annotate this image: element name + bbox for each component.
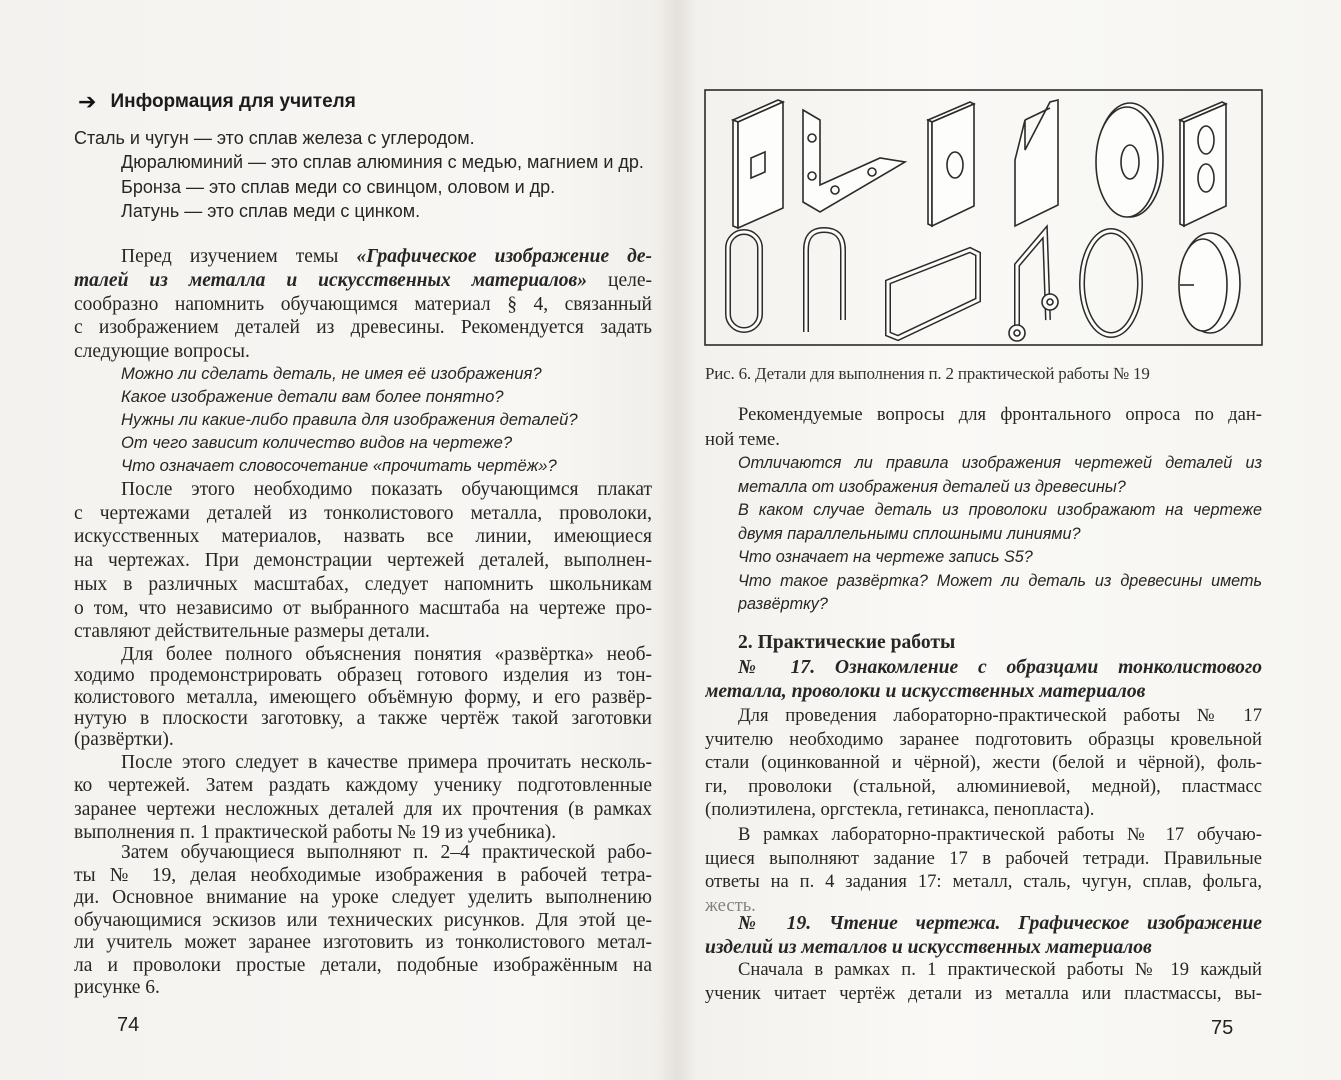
- emphasized-title: «Графическое изображение де-: [356, 246, 652, 267]
- text-run: (полиэтилена, оргстекла, гетинакса, пенопласта).: [705, 799, 1095, 821]
- text-run: ди. Основное внимание на уроке следует уделить выполнению: [74, 887, 652, 908]
- text-run: № 19. Чтение чертежа. Графическое изображение: [738, 913, 1262, 934]
- text-run: жесть.: [705, 894, 756, 916]
- text-run: Латунь — это сплав меди с цинком.: [121, 200, 421, 221]
- text-line: [74, 573, 652, 597]
- wire-hook-loops-icon: [1009, 232, 1058, 341]
- question-line: [121, 385, 652, 409]
- figure-caption: Рис. 6. Детали для выполнения п. 2 практической работы № 19: [705, 364, 1150, 383]
- question-line: [738, 592, 1262, 616]
- text-run: Сначала в рамках п. 1 практической работы № 19 каждый: [738, 959, 1262, 980]
- text-run: следующие вопросы.: [74, 341, 250, 363]
- wire-rectangular-frame-icon: [888, 250, 978, 338]
- text-line: [74, 525, 652, 549]
- text-line: [74, 909, 652, 933]
- text-run: ходимо продемонстрировать образец готового изделия из тон-: [74, 665, 652, 687]
- text-run: рисунке 6.: [74, 977, 160, 998]
- question-line: [738, 545, 1262, 569]
- text-line: [74, 269, 652, 293]
- wire-u-shape-icon: [806, 230, 843, 332]
- text-line: [705, 428, 1262, 452]
- text-line: [705, 728, 1262, 752]
- text-run: Отличаются ли правила изображения чертежей деталей из: [738, 454, 1262, 472]
- text-line: [74, 597, 652, 621]
- question-line: [738, 498, 1262, 522]
- text-line: [74, 864, 652, 888]
- text-run: целе-: [587, 269, 652, 291]
- text-run: ставляют действительные размеры детали.: [74, 621, 430, 643]
- question-line: [121, 408, 652, 432]
- band-ring-icon: [1179, 233, 1240, 333]
- page-number-right: 75: [1211, 1017, 1234, 1039]
- text-line: [738, 958, 1262, 982]
- text-run: № 17. Ознакомление с образцами тонколистового: [738, 657, 1262, 678]
- question-line: [121, 454, 652, 478]
- plate-square-hole-icon: [733, 100, 783, 228]
- text-run: учителю необходимо заранее подготовить образцы кровельной: [705, 728, 1262, 750]
- text-run: В каком случае деталь из проволоки изображают на чертеже: [738, 501, 1262, 519]
- plate-two-holes-icon: [1180, 102, 1226, 226]
- text-run: сообразно напомнить обучающимся материал § 4, связанный: [74, 293, 652, 315]
- heading-line: [738, 912, 1262, 936]
- text-run: нутую в плоскости заготовку, а также чертёж такой заготовки: [74, 707, 652, 729]
- text-line: [74, 728, 652, 752]
- text-run: Рекомендуемые вопросы для фронтального опроса по дан-: [738, 404, 1262, 425]
- text-line: [74, 293, 652, 317]
- text-run: Бронза — это сплав меди со свинцом, оловом и др.: [121, 176, 556, 197]
- text-line: [705, 751, 1262, 775]
- text-run: изделий из металлов и искусственных материалов: [705, 936, 1152, 958]
- text-line: [74, 549, 652, 573]
- text-line: [738, 704, 1262, 728]
- text-line: [74, 954, 652, 978]
- text-line: [705, 775, 1262, 799]
- text-run: заранее чертежи несложных деталей для их прочтения (в рамках: [74, 798, 652, 820]
- text-run: ответы на п. 4 задания 17: металл, сталь, чугун, сплав, фольга,: [705, 871, 1262, 892]
- text-run: с чертежами деталей из тонколистового металла, проволоки,: [74, 502, 652, 524]
- text-run: развёртку?: [738, 595, 828, 613]
- text-line: [705, 982, 1262, 1006]
- text-line: [121, 175, 652, 199]
- text-line: [738, 823, 1262, 847]
- text-run: Что такое развёртка? Может ли деталь из древесины иметь: [738, 571, 1262, 590]
- text-run: Затем обучающиеся выполняют п. 2–4 практической рабо-: [121, 842, 652, 863]
- text-run: колистового металла, имеющего объёмную форму, и его развёр-: [74, 686, 652, 708]
- text-line: [74, 774, 652, 798]
- text-line: [705, 847, 1262, 871]
- text-run: После этого необходимо показать обучающимся плакат: [121, 479, 652, 500]
- text-line: [74, 316, 652, 340]
- heading-line: [705, 680, 1262, 704]
- section-header: [78, 89, 356, 115]
- figure-6-parts-drawing: [700, 84, 1270, 350]
- heading-line: [738, 656, 1262, 680]
- text-run: ных в различных масштабах, следует напомнить школьникам: [74, 573, 652, 595]
- text-run: ученик читает чертёж детали из металла или пластмассы, вы-: [705, 983, 1262, 1004]
- text-run: искусственных материалов, назвать все линии, имеющиеся: [74, 526, 652, 548]
- text-line: [74, 502, 652, 526]
- text-run: В рамках лабораторно-практической работы № 17 обучаю-: [738, 824, 1262, 845]
- text-run: ла и проволоки простые детали, подобные изображённым на: [74, 954, 652, 976]
- text-run: Какое изображение детали вам более понятно?: [121, 387, 504, 406]
- text-run: щиеся выполняют задание 17 в рабочей тетради. Правильные: [705, 847, 1262, 869]
- text-run: металла, проволоки и искусственных материалов: [705, 680, 1146, 702]
- text-line: [121, 841, 652, 865]
- stepped-plate-icon: [1015, 100, 1058, 226]
- text-run: Перед изучением темы: [121, 246, 357, 267]
- question-line: [121, 431, 652, 455]
- emphasized-title: талей из металла и искусственных материалов»: [74, 269, 588, 291]
- text-run: на чертежах. При демонстрации чертежей деталей, выполнен-: [74, 550, 652, 572]
- text-line: [121, 478, 652, 502]
- question-line: [738, 451, 1262, 475]
- text-run: металла от изображения деталей из древесины?: [738, 477, 1126, 496]
- text-line: [121, 751, 652, 775]
- text-run: После этого следует в качестве примера прочитать несколь-: [121, 752, 652, 773]
- text-run: ги, проволоки (стальной, алюминиевой, медной), пластмасс: [705, 775, 1262, 797]
- question-line: [738, 522, 1262, 546]
- heading-line: [738, 631, 1262, 655]
- figure-frame: [705, 90, 1262, 345]
- text-line: [705, 870, 1262, 894]
- text-line: [121, 199, 652, 223]
- text-run: (развёртки).: [74, 729, 174, 751]
- text-line: [74, 620, 652, 644]
- text-run: стали (оцинкованной и чёрной), жести (белой и чёрной), фоль-: [705, 752, 1262, 774]
- wire-ring-icon: [1082, 231, 1140, 335]
- text-line: [74, 798, 652, 822]
- text-run: ко чертежей. Затем раздать каждому ученику подготовленные: [74, 775, 652, 797]
- text-run: о том, что независимо от выбранного масштаба на чертеже про-: [74, 597, 652, 619]
- text-line: [121, 150, 652, 174]
- wire-oval-link-icon: [728, 232, 760, 330]
- question-line: [121, 362, 652, 386]
- text-run: ной теме.: [705, 428, 780, 450]
- text-line: [74, 126, 652, 150]
- text-run: Что означает на чертеже запись S5?: [738, 548, 1033, 566]
- washer-icon: [1096, 103, 1163, 217]
- text-run: 2. Практические работы: [738, 632, 956, 653]
- text-run: ты № 19, делая необходимые изображения в рабочей тетра-: [74, 864, 652, 886]
- page-number-left: 74: [117, 1014, 140, 1036]
- text-run: обучающимися эскизов или технических рисунков. Для этой це-: [74, 909, 652, 931]
- section-title: Информация для учителя: [110, 91, 356, 112]
- text-run: Для проведения лабораторно-практической работы № 17: [738, 705, 1262, 726]
- heading-line: [705, 936, 1262, 960]
- plate-round-hole-icon: [928, 102, 974, 226]
- text-line: [74, 931, 652, 955]
- text-run: ли учитель может заранее изготовить из тонколистового метал-: [74, 932, 652, 953]
- text-run: Для более полного объяснения понятия «развёртка» необ-: [121, 644, 652, 665]
- text-run: Что означает словосочетание «прочитать чертёж»?: [121, 456, 557, 475]
- arrow-right-icon: ➔: [78, 89, 97, 114]
- text-run: Можно ли сделать деталь, не имея её изображения?: [121, 364, 542, 383]
- text-run: двумя параллельными сплошными линиями?: [738, 524, 1081, 543]
- text-run: выполнения п. 1 практической работы № 19 из учебника).: [74, 821, 557, 843]
- text-line: [74, 976, 652, 1000]
- question-line: [738, 475, 1262, 499]
- text-run: От чего зависит количество видов на чертеже?: [121, 433, 513, 452]
- question-line: [738, 569, 1262, 593]
- text-run: с изображением деталей из древесины. Рекомендуется задать: [74, 317, 652, 339]
- angle-bracket-icon: [803, 110, 905, 212]
- text-run: Нужны ли какие-либо правила для изображения деталей?: [121, 410, 578, 429]
- text-line: [74, 340, 652, 364]
- text-line: [738, 403, 1262, 427]
- text-line: [705, 798, 1262, 822]
- text-run: Сталь и чугун — это сплав железа с углеродом.: [74, 128, 475, 148]
- text-line: [74, 886, 652, 910]
- text-run: Дюралюминий — это сплав алюминия с медью, магнием и др.: [121, 152, 644, 173]
- text-line: [121, 245, 652, 269]
